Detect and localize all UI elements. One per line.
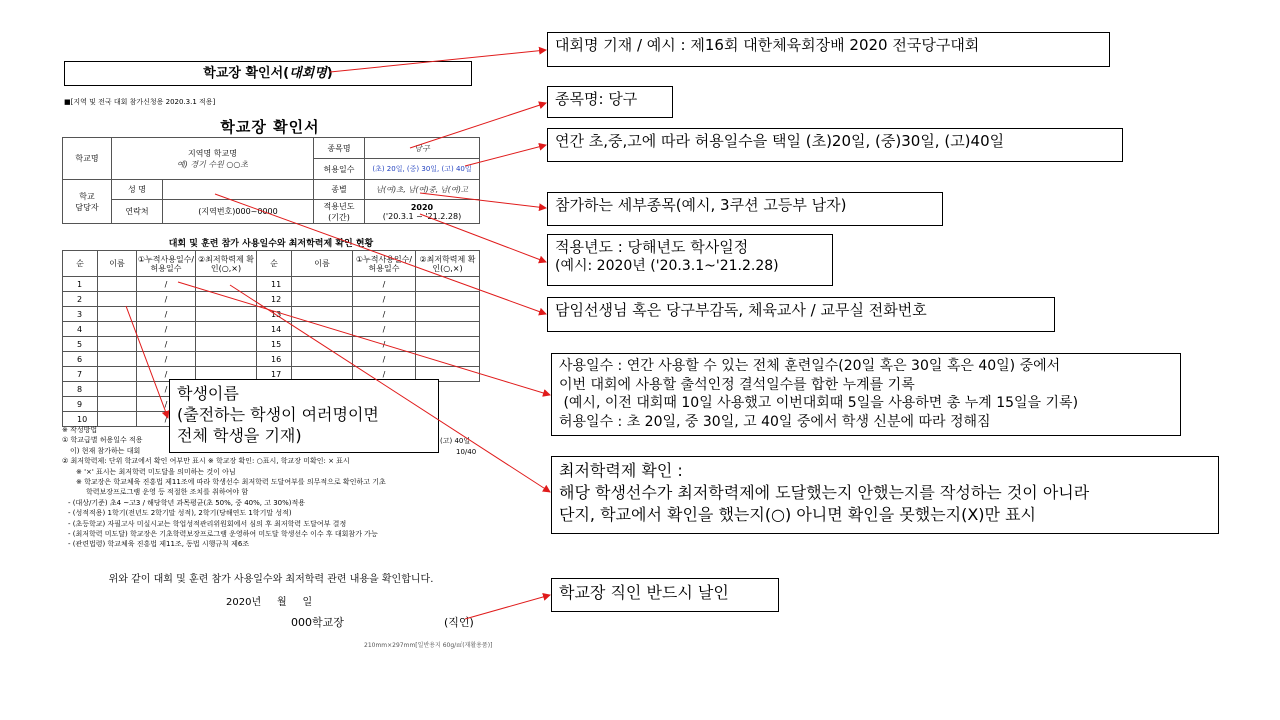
usage-cell[interactable]: / <box>353 292 416 307</box>
category-value: 남(여)초, 남(여)중, 남(여)고 <box>365 180 480 200</box>
row-number: 9 <box>63 397 98 412</box>
contact-label: 연락처 <box>112 200 163 224</box>
annotation-text: 이번 대회에 사용할 출석인정 결석일수를 합한 누계를 기록 <box>559 376 915 393</box>
note-line-end: 10/40 <box>456 448 477 456</box>
principal-name: 000학교장 <box>291 616 344 629</box>
annotation-text: (예시, 이전 대회때 10일 사용했고 이번대회때 5일을 사용하면 총 누계 15일을 기록) <box>559 395 1079 411</box>
note-line: ※ 학교장은 학교체육 진흥법 제11조에 따라 학생선수 최저학력 도달여부를 의무적으로 확인하고 기초 <box>76 478 386 487</box>
arrow-student-name <box>126 306 168 418</box>
usage-cell[interactable]: / <box>137 292 196 307</box>
usage-cell[interactable]: / <box>137 322 196 337</box>
arrow-contact <box>215 194 546 314</box>
staff-label2: 담당자 <box>75 202 99 212</box>
row-number: 1 <box>63 277 98 292</box>
note-line: ※ 작성방법 <box>62 426 98 434</box>
category-label: 종별 <box>314 180 365 200</box>
annotation-text: 담임선생님 혹은 당구부감독, 체육교사 / 교무실 전화번호 <box>555 301 927 319</box>
usage-cell[interactable]: / <box>353 307 416 322</box>
note-line: ※ '×' 표시는 최저학력 미도달을 의미하는 것이 아님 <box>76 467 236 476</box>
arrow-event-name <box>330 50 546 72</box>
row-number: 13 <box>257 307 292 322</box>
note-line-end: (고) 40일 <box>440 437 471 445</box>
doc-title-italic: 대회명 <box>289 66 327 81</box>
arrow-seal <box>465 595 550 619</box>
arrow-min-academic <box>230 285 550 492</box>
usage-cell[interactable]: / <box>137 367 196 382</box>
usage-cell[interactable]: / <box>353 367 416 382</box>
year-label1: 적용년도 <box>323 201 355 211</box>
annotation-text: 해당 학생선수가 최저학력제에 도달했는지 안했는지를 작성하는 것이 아니라 <box>559 483 1090 502</box>
usage-cell[interactable]: / <box>137 397 196 412</box>
doc-title-close: ) <box>326 66 333 81</box>
form-title: 학교장 확인서 <box>220 118 320 136</box>
usage-cell[interactable]: / <box>353 352 416 367</box>
usage-cell[interactable]: / <box>137 352 196 367</box>
grid-header: ②최저학력제 확인(○,×) <box>416 251 480 277</box>
grid-header: 순 <box>257 251 292 277</box>
annotation-text: 사용일수 : 연간 사용할 수 있는 전체 훈련일수(20일 혹은 30일 혹은 40일) 중에서 <box>559 358 1061 374</box>
grid-header: ①누적사용일수/허용일수 <box>353 251 416 277</box>
annotation-text: 허용일수 : 초 20일, 중 30일, 고 40일 중에서 학생 신분에 따라 정해짐 <box>559 413 991 430</box>
usage-cell[interactable]: / <box>137 277 196 292</box>
annotation-text: 적용년도 : 당해년도 학사일정 <box>555 238 749 256</box>
annotation-text: 학교장 직인 반드시 날인 <box>559 583 729 602</box>
annotation-text: 전체 학생을 기재) <box>177 426 302 445</box>
year-value2: ('20.3.1 ~ '21.2.28) <box>382 211 462 221</box>
usage-cell[interactable]: / <box>353 322 416 337</box>
note-line: - (초등학교) 자필고사 미실시교는 학업성적관리위원회에서 심의 후 최저학력 도달여부 결정 <box>68 519 347 528</box>
annotation-text: 종목명: 당구 <box>555 90 638 108</box>
arrow-sport <box>410 103 546 148</box>
note-line: - (최저학력 미도달) 학교장은 기초학력보장프로그램 운영하여 미도달 학생선수 이수 후 대회참가 가능 <box>68 530 378 539</box>
row-number: 8 <box>63 382 98 397</box>
usage-cell[interactable]: / <box>353 277 416 292</box>
row-number: 11 <box>257 277 292 292</box>
usage-cell[interactable]: / <box>137 382 196 397</box>
date-text: 2020년 월 일 <box>226 597 313 608</box>
confirm-text: 위와 같이 대회 및 훈련 참가 사용일수와 최저학력 관련 내용을 확인합니다. <box>108 574 434 585</box>
annotation-text: 학생이름 <box>177 384 239 403</box>
paper-note: 210mm×297mm[일반용지 60g/㎡(재활용품)] <box>364 642 493 649</box>
row-number: 6 <box>63 352 98 367</box>
note-line: - (관련법령) 학교체육 진흥법 제11조, 동법 시행규칙 제6조 <box>68 540 250 549</box>
school-value1: 지역명 학교명 <box>188 148 237 158</box>
annotation-text: 최저학력제 확인 : <box>559 461 683 480</box>
allowed-label: 허용일수 <box>314 159 365 180</box>
seal-mark: (직인) <box>444 616 474 629</box>
arrow-year <box>420 214 546 262</box>
row-number: 3 <box>63 307 98 322</box>
staff-label1: 학교 <box>79 191 95 201</box>
event-label: 종목명 <box>314 138 365 159</box>
allowed-value: (초) 20일, (중) 30일, (고) 40일 <box>365 159 480 180</box>
annotation-text: (예시: 2020년 ('20.3.1~'21.2.28) <box>555 258 779 274</box>
note-line: 학력보장프로그램 운영 등 적절한 조치를 취하여야 함 <box>86 488 249 497</box>
row-number: 17 <box>257 367 292 382</box>
grid-header: 이름 <box>292 251 353 277</box>
row-number: 15 <box>257 337 292 352</box>
note-line: - (성적적용) 1학기(전년도 2학기말 성적), 2학기(당해연도 1학기말 성적) <box>68 509 292 518</box>
usage-cell[interactable]: / <box>137 337 196 352</box>
grid-header: ②최저학력제 확인(○,×) <box>196 251 257 277</box>
usage-cell[interactable]: / <box>137 412 196 427</box>
year-value1: 2020 <box>410 202 434 212</box>
annotation-text: 대회명 기재 / 예시 : 제16회 대한체육회장배 2020 전국당구대회 <box>555 36 980 54</box>
arrow-usage <box>178 282 550 395</box>
usage-cell[interactable]: / <box>137 307 196 322</box>
row-number: 14 <box>257 322 292 337</box>
annotation-text: 참가하는 세부종목(예시, 3쿠션 고등부 남자) <box>555 196 847 214</box>
contact-value: (지역번호)000~0000 <box>163 200 314 224</box>
row-number: 4 <box>63 322 98 337</box>
row-number: 16 <box>257 352 292 367</box>
row-number: 2 <box>63 292 98 307</box>
grid-header: 이름 <box>98 251 137 277</box>
grid-header: ①누적사용일수/허용일수 <box>137 251 196 277</box>
row-number: 10 <box>63 412 98 427</box>
row-number: 12 <box>257 292 292 307</box>
event-value: 당구 <box>365 138 480 159</box>
note-line: - (대상/기준) 초4 ~고3 / 해당학년 과목평균(초 50%, 중 40%, 고 30%)적용 <box>68 498 306 507</box>
school-value2: 예) 경기 수원 ○○초 <box>176 159 249 169</box>
name-label: 성 명 <box>112 180 163 200</box>
usage-cell[interactable]: / <box>353 337 416 352</box>
row-number: 5 <box>63 337 98 352</box>
subtitle-note: ■[지역 및 전국 대회 참가신청용 2020.3.1 적용] <box>64 98 216 106</box>
note-line: ① 학교급별 허용일수 적용 <box>62 436 143 445</box>
annotation-text: 연간 초,중,고에 따라 허용일수을 택일 (초)20일, (중)30일, (고)40일 <box>555 132 1005 150</box>
school-label: 학교명 <box>63 138 112 180</box>
note-line: ② 최저학력제: 단위 학교에서 확인 여부만 표시 ※ 학교장 확인: ○표시, 학교장 미확인: × 표시 <box>62 457 350 466</box>
grid-header: 순 <box>63 251 98 277</box>
note-line: 이) 현재 참가하는 대회 <box>70 446 141 455</box>
arrow-allowed <box>465 145 546 166</box>
row-number: 7 <box>63 367 98 382</box>
arrow-category <box>420 193 546 208</box>
annotation-text: 단지, 학교에서 확인을 했는지(○) 아니면 확인을 못했는지(X)만 표시 <box>559 505 1036 524</box>
doc-title-text: 학교장 확인서( <box>203 66 290 81</box>
year-label2: (기간) <box>328 212 350 222</box>
annotation-text: (출전하는 학생이 여러명이면 <box>177 405 379 424</box>
section-title: 대회 및 훈련 참가 사용일수와 최저학력제 확인 현황 <box>168 239 374 249</box>
